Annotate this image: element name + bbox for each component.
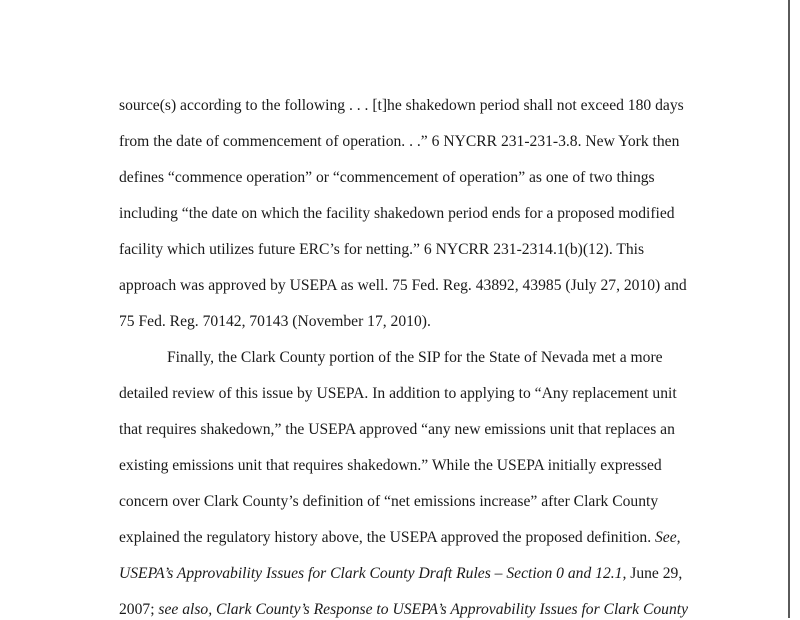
text-line: from the date of commencement of operation. . .” 6 NYCRR 231-231-3.8. New York then: [119, 133, 680, 150]
text-line: 75 Fed. Reg. 70142, 70143 (November 17, 2010).: [119, 313, 431, 330]
text-line: source(s) according to the following . . . [t]he shakedown period shall not exceed 180 days: [119, 97, 684, 114]
text-line: explained the regulatory history above, the USEPA approved the proposed definition. See,: [119, 529, 681, 546]
text-line: existing emissions unit that requires shakedown.” While the USEPA initially expressed: [119, 457, 662, 474]
paragraph-first-line: Finally, the Clark County portion of the SIP for the State of Nevada met a more: [167, 349, 663, 366]
text-line: including “the date on which the facility shakedown period ends for a proposed modified: [119, 205, 675, 222]
citation-signal: See,: [655, 529, 681, 546]
text-line: facility which utilizes future ERC’s for netting.” 6 NYCRR 231-2314.1(b)(12). This: [119, 241, 645, 258]
citation-title: USEPA’s Approvability Issues for Clark County Draft Rules – Section 0 and 12.1,: [119, 565, 627, 582]
text-line: that requires shakedown,” the USEPA approved “any new emissions unit that replaces an: [119, 421, 675, 438]
text-line: USEPA’s Approvability Issues for Clark County Draft Rules – Section 0 and 12.1, June 29,: [119, 565, 683, 582]
page-edge-divider: [788, 0, 790, 618]
text-line: approach was approved by USEPA as well. 75 Fed. Reg. 43892, 43985 (July 27, 2010) and: [119, 277, 687, 294]
text-line: defines “commence operation” or “commencement of operation” as one of two things: [119, 169, 655, 186]
text-line: detailed review of this issue by USEPA. In addition to applying to “Any replacement unit: [119, 385, 677, 402]
citation-title: see also, Clark County’s Response to USEPA’s Approvability Issues for Clark County: [158, 601, 689, 618]
text-line: concern over Clark County’s definition of “net emissions increase” after Clark County: [119, 493, 659, 510]
text-line: 2007; see also, Clark County’s Response to USEPA’s Approvability Issues for Clark County: [119, 601, 689, 618]
